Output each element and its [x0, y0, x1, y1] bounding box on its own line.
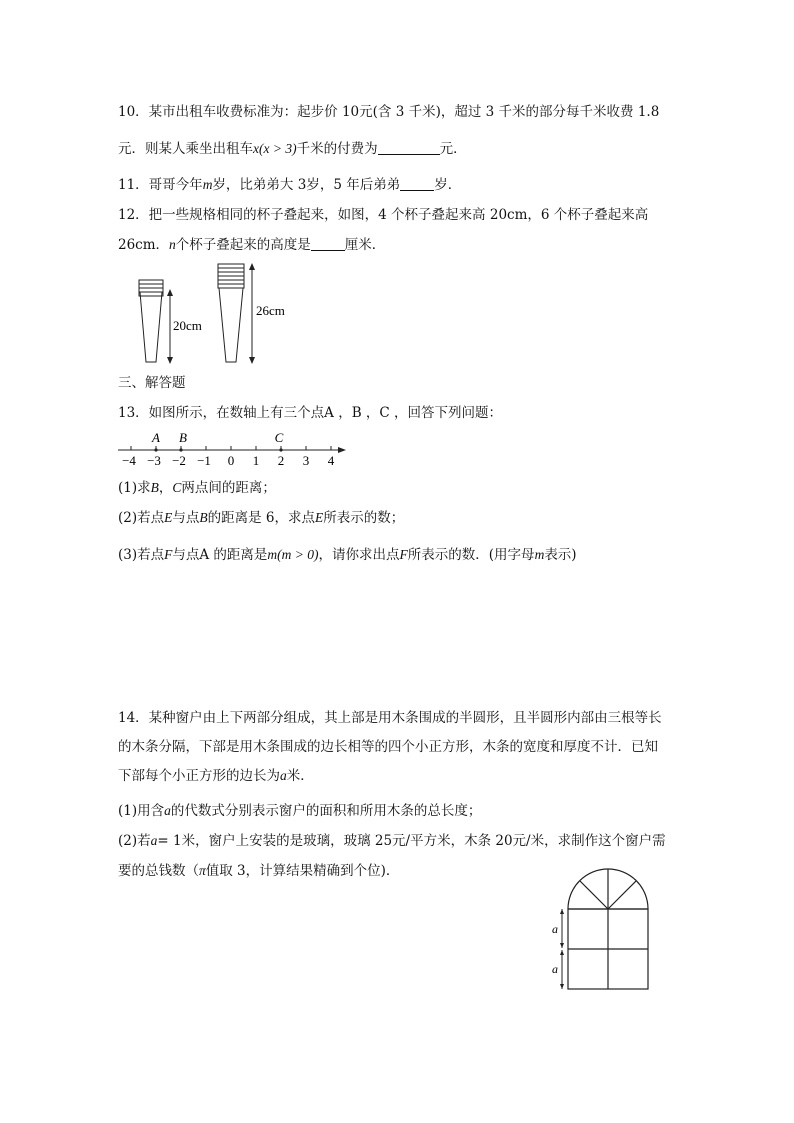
- tick-label: −1: [197, 453, 211, 468]
- side-label-upper: a: [552, 922, 558, 936]
- q14-line2: 的木条分隔，下部是用木条围成的边长相等的四个小正方形，木条的宽度和厚度不计．已知: [118, 739, 658, 755]
- q10-line2: 元．则某人乘坐出租车x(x > 3)千米的付费为 元．: [118, 141, 467, 157]
- tick-label: −4: [122, 453, 136, 468]
- cup-left-rim-4: [139, 292, 163, 296]
- cup-left-rim-2: [139, 284, 163, 288]
- q14-part2-line2: 要的总钱数（π值取 3，计算结果精确到个位)．: [118, 863, 400, 879]
- cup-right-rim-6: [218, 284, 244, 288]
- q13-part2: (2)若点E与点B的距离是 6，求点E所表示的数；: [118, 510, 405, 526]
- tick-label: 1: [252, 453, 260, 468]
- q11-answer-blank: [400, 176, 434, 191]
- cup-left-rim-1: [139, 288, 163, 292]
- q11-var-m: m: [202, 177, 213, 192]
- cup-right-rim-1: [218, 264, 244, 268]
- label-B: B: [179, 430, 187, 445]
- q12-line2: 26cm．n个杯子叠起来的高度是 厘米．: [118, 237, 386, 253]
- q10-var-x: x: [253, 141, 259, 156]
- cup-right-rim-4: [218, 276, 244, 280]
- q10-answer-blank: [378, 140, 440, 155]
- window-divider-right: [608, 881, 636, 909]
- q14-line1: 14．某种窗户由上下两部分组成，其上部是用木条围成的半圆形，且半圆形内部由三根等长: [118, 710, 662, 726]
- label-A: A: [152, 430, 160, 445]
- q14-part2-line1: (2)若a= 1米，窗户上安装的是玻璃，玻璃 25元/平方米，木条 20元/米，求制作这个窗户需: [118, 833, 666, 849]
- window-divider-left: [580, 881, 608, 909]
- q14-line3: 下部每个小正方形的边长为a米．: [118, 768, 314, 784]
- q13-part1: (1)求B，C两点间的距离；: [118, 480, 276, 496]
- tick-label: 4: [327, 453, 335, 468]
- section-title: 三、解答题: [118, 375, 186, 391]
- right-height-label: 26cm: [256, 303, 285, 318]
- q12-answer-blank: [311, 236, 345, 251]
- q10-line1: 10．某市出租车收费标准为：起步价 10元(含 3 千米)，超过 3 千米的部分每千米收费 1.8: [118, 104, 660, 120]
- number-line: [118, 428, 353, 468]
- q12-line1: 12．把一些规格相同的杯子叠起来，如图，4 个杯子叠起来高 20cm，6 个杯子叠起来高: [118, 207, 649, 223]
- label-C: C: [274, 430, 284, 445]
- point-A: [154, 448, 157, 451]
- cups-figure: [130, 262, 310, 368]
- cup-right-base: [219, 288, 243, 362]
- cup-left-rim-3: [139, 280, 163, 284]
- q11-line: 11．哥哥今年m岁，比弟弟大 3岁，5 年后弟弟 岁．: [118, 177, 462, 193]
- q12-var-n: n: [169, 237, 176, 252]
- side-label-lower: a: [552, 962, 558, 976]
- q10-condition: (x > 3): [259, 141, 297, 156]
- tick-label: 3: [302, 453, 310, 468]
- tick-label: 2: [277, 453, 285, 468]
- tick-label: 0: [227, 453, 235, 468]
- cup-right-rim-3: [218, 272, 244, 276]
- arrow-icon: [338, 447, 346, 453]
- cup-left-base: [140, 292, 162, 362]
- left-height-label: 20cm: [173, 318, 202, 333]
- cup-right-rim-2: [218, 268, 244, 272]
- tick-label: −2: [172, 453, 186, 468]
- point-C: [279, 448, 282, 451]
- window-figure: [546, 866, 656, 991]
- q14-part1: (1)用含a的代数式分别表示窗户的面积和所用木条的总长度；: [118, 803, 482, 819]
- q13-part3: (3)若点F与点A 的距离是m(m > 0)，请你求出点F所表示的数．(用字母m表示): [118, 547, 577, 563]
- point-B: [179, 448, 182, 451]
- cup-right-rim-5: [218, 280, 244, 284]
- q13-stem: 13．如图所示，在数轴上有三个点A ，B ，C ，回答下列问题：: [118, 405, 503, 421]
- tick-label: −3: [147, 453, 161, 468]
